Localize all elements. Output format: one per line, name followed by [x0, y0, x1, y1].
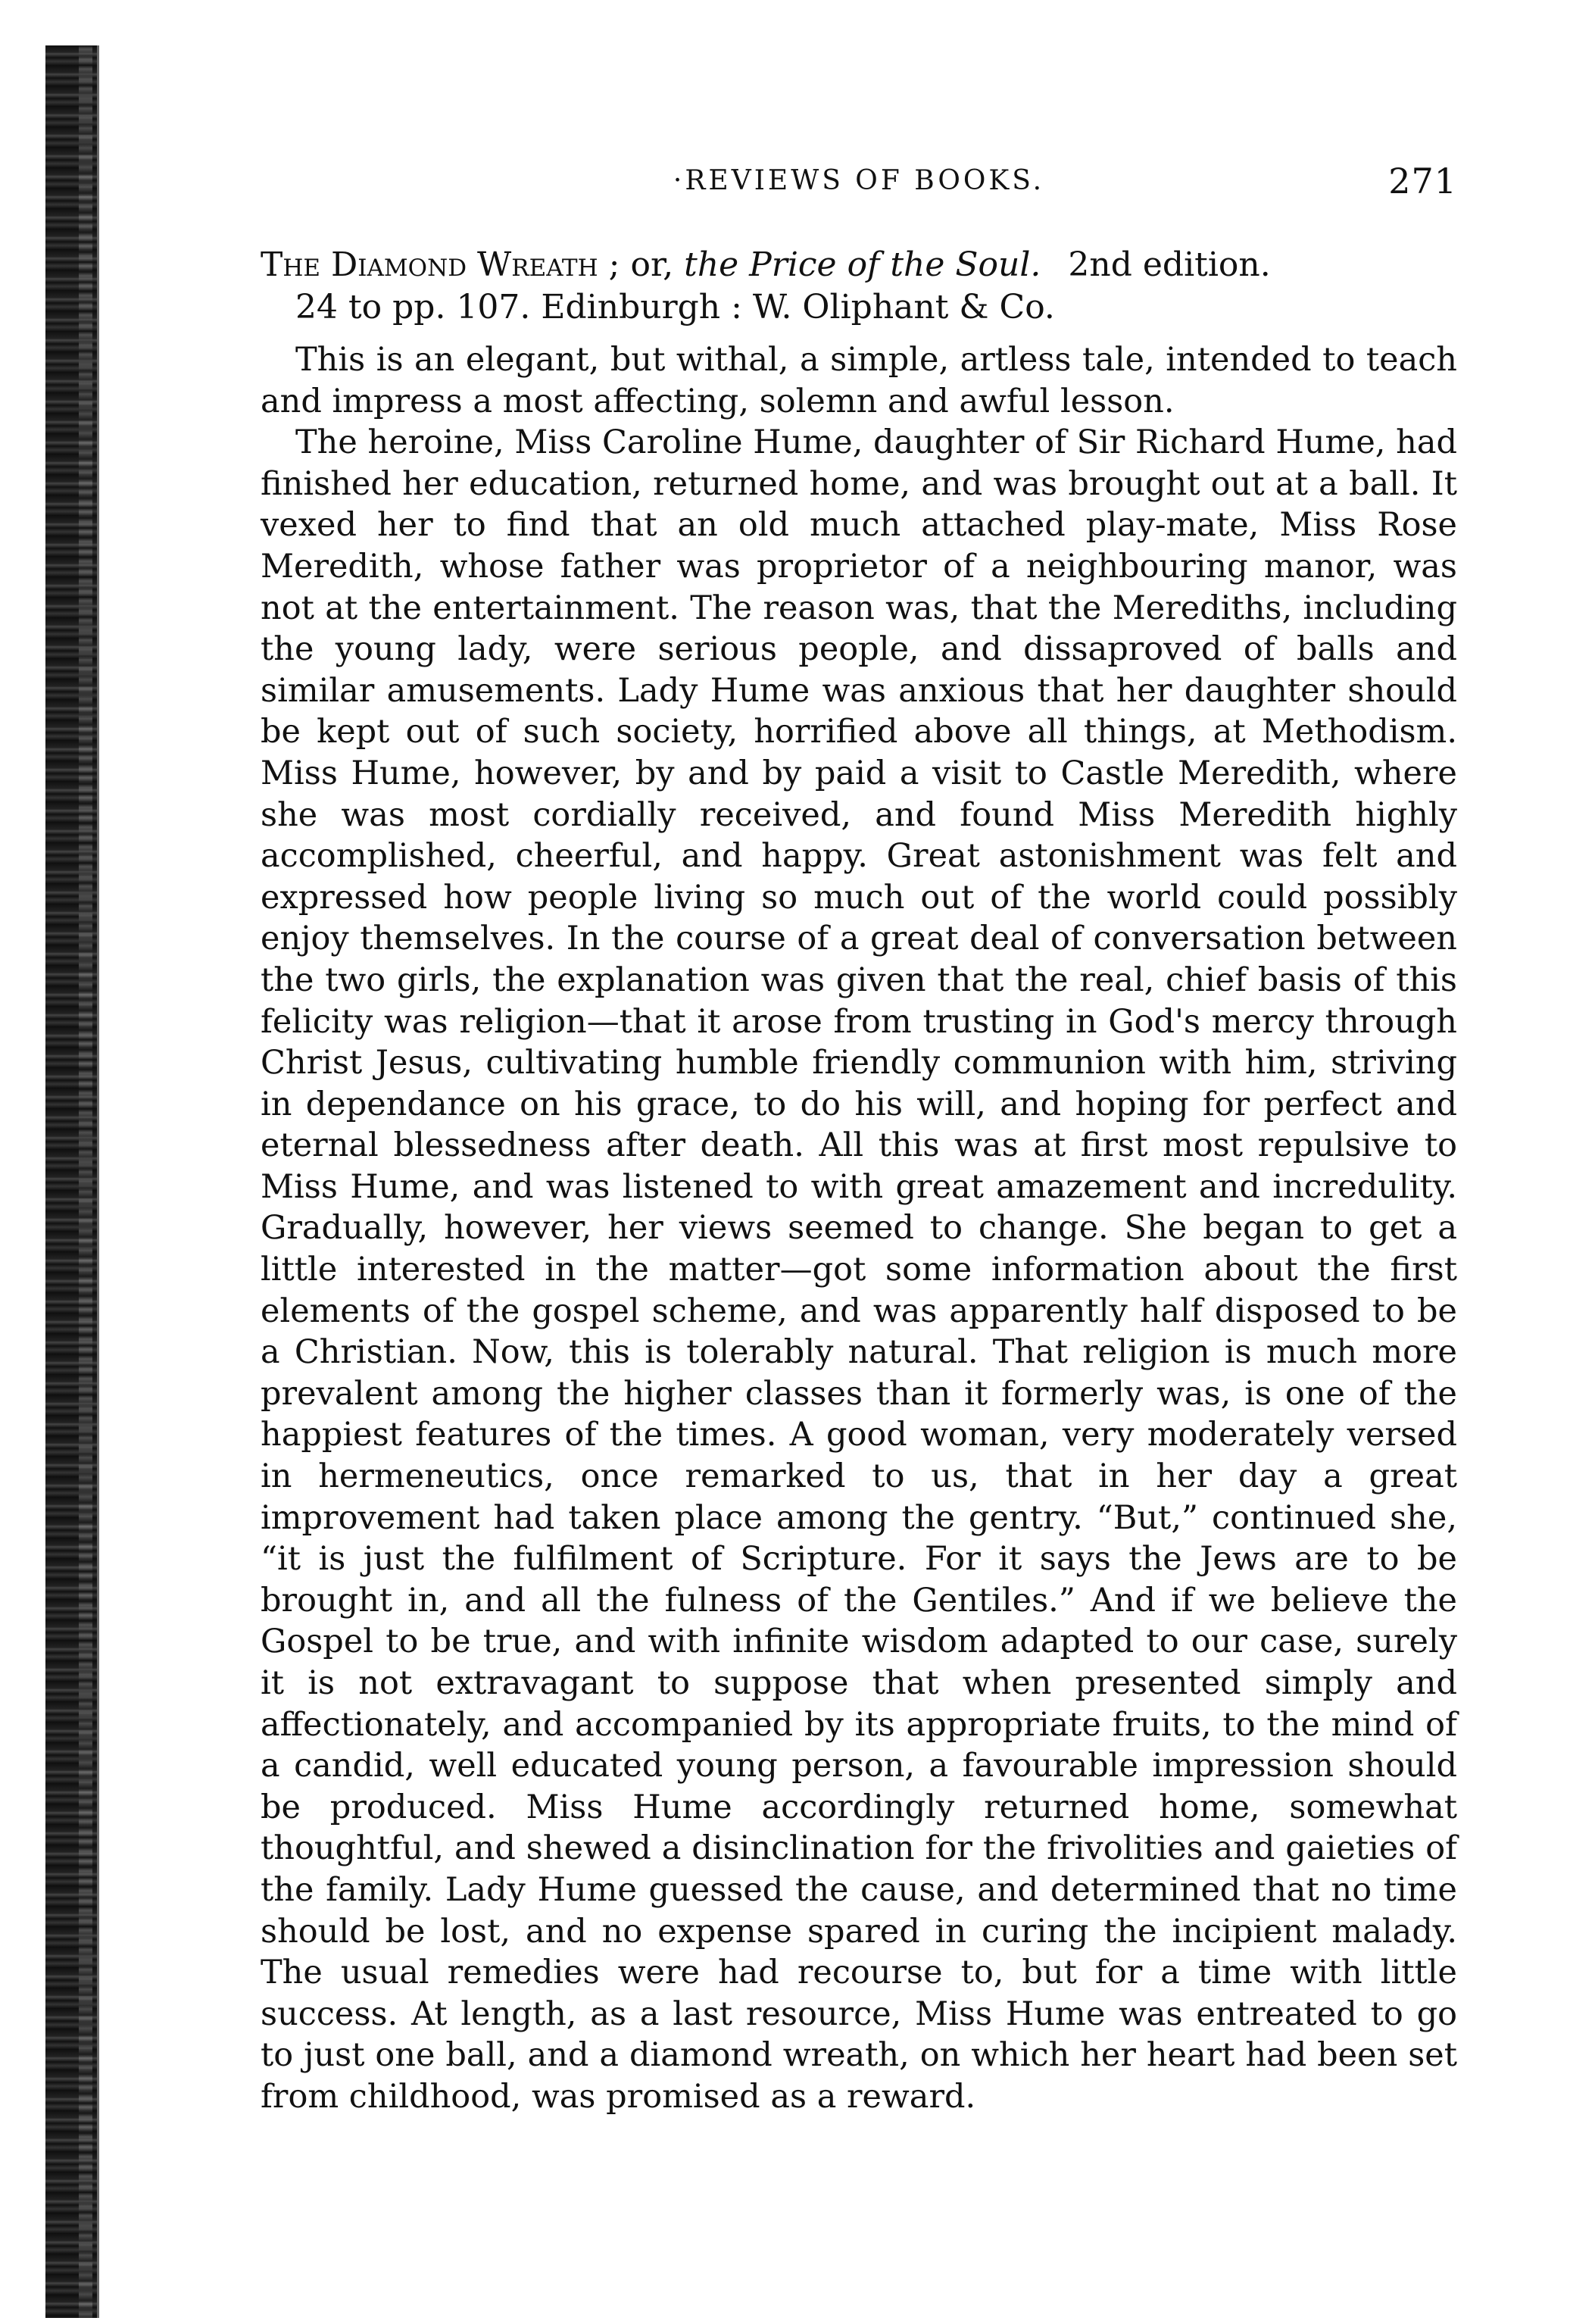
book-entry	[261, 244, 1457, 329]
review-body	[261, 339, 1457, 2118]
page-number: 271	[1388, 161, 1457, 201]
book-title-separator: ; or,	[608, 245, 674, 284]
binding-edge	[45, 45, 99, 2318]
review-paragraph: The heroine, Miss Caroline Hume, daughter of Sir Richard Hume, had finished her education, returned home, and was brought out at a ball. It vexed her to find that an old much attached play-mate, Miss Rose Meredith, whose father was proprietor of a neighbouring manor, was not at the entertainment. The reason was, that the Merediths, including the young lady, were serious people, and dissaproved of balls and similar amusements. Lady Hume was anxious that her daughter should be kept out of such society, horrified above all things, at Methodism. Miss Hume, however, by and by paid a visit to Castle Meredith, where she was most cordially received, and found Miss Meredith highly accomplished, cheerful, and happy. Great astonishment was felt and expressed how people living so much out of the world could possibly enjoy themselves. In the course of a great deal of conversation between the two girls, the explanation was given that the real, chief basis of this felicity was religion—that it arose from trusting in God's mercy through Christ Jesus, cultivating humble friendly communion with him, striving in dependance on his grace, to do his will, and hoping for perfect and eternal blessedness after death. All this was at first most repulsive to Miss Hume, and was listened to with great amazement and incredulity. Gradually, however, her views seemed to change. She began to get a little interested in the matter—got some information about the first elements of the gospel scheme, and was apparently half disposed to be a Christian. Now, this is tolerably natural. That religion is much more prevalent among the higher classes than it formerly was, is one of the happiest features of the times. A good woman, very moderately versed in hermeneutics, once remarked to us, that in her day a great improvement had taken place among the gentry. “But,” continued she, “it is just the fulfilment of Scripture. For it says the Jews are to be brought in, and all the fulness of the Gentiles.” And if we believe the Gospel to be true, and with infinite wisdom adapted to our case, surely it is not extravagant to suppose that when presented simply and affectionately, and accompanied by its appropriate fruits, to the mind of a candid, well educated young person, a favourable impression should be produced. Miss Hume accordingly returned home, somewhat thoughtful, and shewed a disinclination for the frivolities and gaieties of the family. Lady Hume guessed the cause, and determined that no time should be lost, and no expense spared in curing the incipient malady. The usual remedies were had recourse to, but for a time with little success. At length, as a last resource, Miss Hume was entreated to go to just one ball, and a diamond wreath, on which her heart had been set from childhood, was promised as a reward.	[261, 423, 1457, 2116]
review-paragraph: This is an elegant, but withal, a simple, artless tale, intended to teach and impress a most affecting, solemn and awful lesson.	[261, 341, 1457, 420]
running-title: ·REVIEWS OF BOOKS.	[673, 165, 1045, 196]
book-edition: 2nd edition.	[1068, 245, 1271, 284]
running-head	[261, 161, 1457, 218]
book-entry-line-1	[261, 244, 1457, 286]
book-imprint: 24 to pp. 107. Edinburgh : W. Oliphant & Co.	[295, 288, 1055, 326]
book-title: The Diamond Wreath	[261, 245, 598, 284]
book-subtitle: the Price of the Soul.	[684, 245, 1041, 284]
page	[261, 161, 1457, 2118]
